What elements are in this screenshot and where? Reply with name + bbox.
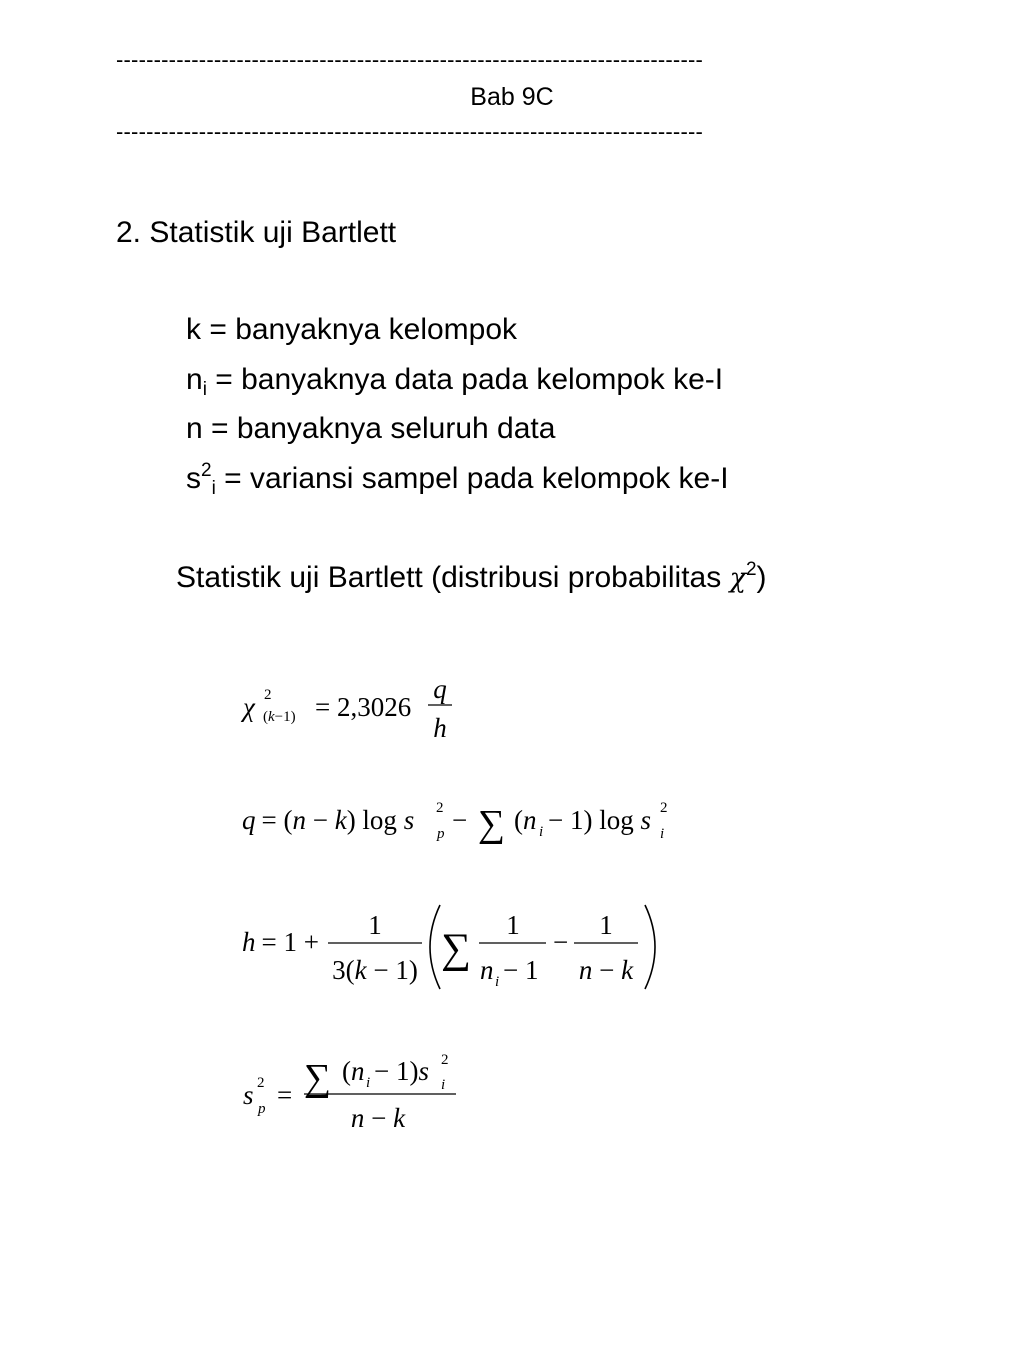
q-si-sub: i (660, 826, 665, 842)
q-si-sup: 2 (660, 800, 668, 816)
q-log-term: − 1) log s (548, 805, 651, 835)
h-formula (242, 905, 655, 990)
h-frac1-denominator: 3(k − 1) (332, 955, 418, 985)
h-frac2-den-sub: i (495, 974, 500, 990)
si2-superscript: 2 (201, 459, 212, 481)
si2-description: = variansi sampel pada kelompok ke-I (215, 461, 729, 495)
section-heading: 2. Statistik uji Bartlett (116, 216, 397, 249)
h-frac2-numerator: 1 (506, 910, 520, 940)
h-frac2-den-n: n (480, 955, 494, 985)
h-sum-symbol: ∑ (441, 926, 471, 972)
chi-sq-numerator: q (433, 674, 447, 704)
q-sp-sub: p (437, 826, 445, 842)
ni-subscript: i (202, 378, 207, 400)
h-frac2-den-rest: − 1 (503, 955, 539, 985)
q-minus: − (452, 805, 468, 835)
statistic-label-prefix: Statistik uji Bartlett (distribusi probabilitas (176, 561, 730, 594)
chapter-label: Bab 9C (470, 83, 554, 111)
sp2-sum-symbol: ∑ (304, 1057, 332, 1099)
sp2-num-rest: − 1)s (374, 1056, 429, 1086)
chi-square-formula (240, 674, 452, 743)
definition-k: k = banyaknya kelompok (186, 313, 518, 346)
chi-superscript: 2 (745, 559, 757, 580)
header-divider-bottom: ------------------------------------------------------------------------------ (116, 120, 704, 144)
q-sum-symbol: ∑ (478, 803, 506, 845)
chi-sq-chi: χ (243, 692, 255, 722)
sp2-sub: p (258, 1101, 266, 1117)
si2-subscript: i (211, 477, 216, 499)
h-lhs: h = 1 + (242, 927, 319, 957)
sp2-num-sup: 2 (441, 1052, 449, 1068)
sp2-num-open: (n (342, 1056, 365, 1086)
sp2-equals: = (277, 1080, 293, 1110)
header-divider-top: ------------------------------------------------------------------------------ (116, 48, 704, 72)
ni-description: = banyaknya data pada kelompok ke-I (206, 362, 724, 396)
ni-variable: n (186, 362, 203, 396)
sp2-num-ni-sub: i (366, 1075, 371, 1091)
chi-symbol: χ (729, 563, 746, 594)
h-left-paren (430, 905, 440, 989)
q-formula-text: q = (n − k) log s (242, 805, 415, 835)
sp2-s: s (243, 1080, 254, 1110)
sp2-formula (243, 1052, 456, 1133)
h-frac3-denominator: n − k (578, 955, 634, 985)
h-frac1-numerator: 1 (368, 910, 382, 940)
chi-sq-denominator: h (433, 713, 447, 743)
q-sp-sup: 2 (436, 800, 444, 816)
q-ni-sub: i (539, 824, 544, 840)
h-minus: − (553, 927, 569, 957)
chi-sq-equals-constant: = 2,3026 (315, 692, 412, 722)
sp2-denominator: n − k (350, 1103, 406, 1133)
chi-sq-sub: (k−1) (263, 709, 296, 725)
chi-sq-sup: 2 (264, 687, 272, 703)
h-frac3-numerator: 1 (599, 910, 613, 940)
definition-n: n = banyaknya seluruh data (186, 412, 556, 445)
h-right-paren (645, 905, 655, 989)
sp2-num-sub: i (441, 1077, 446, 1093)
si2-variable: s (186, 461, 201, 495)
statistic-label-suffix: ) (756, 561, 767, 594)
sp2-sup: 2 (257, 1075, 265, 1091)
q-sum-term: (n (514, 805, 537, 835)
q-formula (242, 800, 668, 845)
